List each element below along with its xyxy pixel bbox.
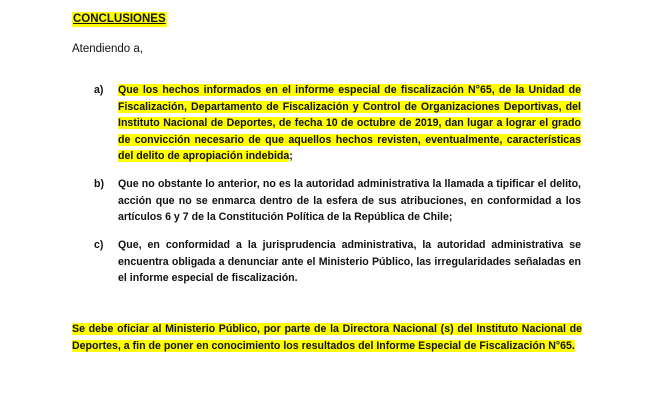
list-item-body [118,82,581,165]
list-item-a [94,82,581,165]
highlighted-text: Que los hechos informados en el informe especial de fiscalización N°65, de la Unidad de Fiscalización, Departamento de Fiscalización y Control de Organizaciones Deportivas, del Instituto Nacional de Deportes, de fecha 10 de octubre de 2019, dan lugar a lograr el grado de convicción necesario de que aquellos hechos revisten, eventualmente, características del delito de apropiación indebida [118,84,581,162]
list-item-body: Que no obstante lo anterior, no es la autoridad administrativa la llamada a tipificar el delito, acción que no se enmarca dentro de la esfera de sus atribuciones, en conformidad a los artículos 6 y 7 de la Constitución Política de la República de Chile; [118,178,581,223]
list-item-c [94,237,581,287]
section-heading: CONCLUSIONES [73,13,166,25]
list-marker: b) [94,178,104,190]
list-item-b [94,176,581,226]
intro-text: Atendiendo a, [72,43,143,55]
list-marker: c) [94,239,104,251]
list-item-trailing: ; [289,150,293,162]
list-marker: a) [94,84,104,96]
conclusion-paragraph [72,321,582,355]
highlighted-text: Se debe oficiar al Ministerio Público, por parte de la Directora Nacional (s) del Instituto Nacional de Deportes, a fin de poner en conocimiento los resultados del Informe Especial de Fiscalización N°65. [72,323,582,352]
list-item-body: Que, en conformidad a la jurisprudencia administrativa, la autoridad administrativa se encuentra obligada a denunciar ante el Ministerio Público, las irregularidades señaladas en el informe especial de fiscalización. [118,239,581,284]
